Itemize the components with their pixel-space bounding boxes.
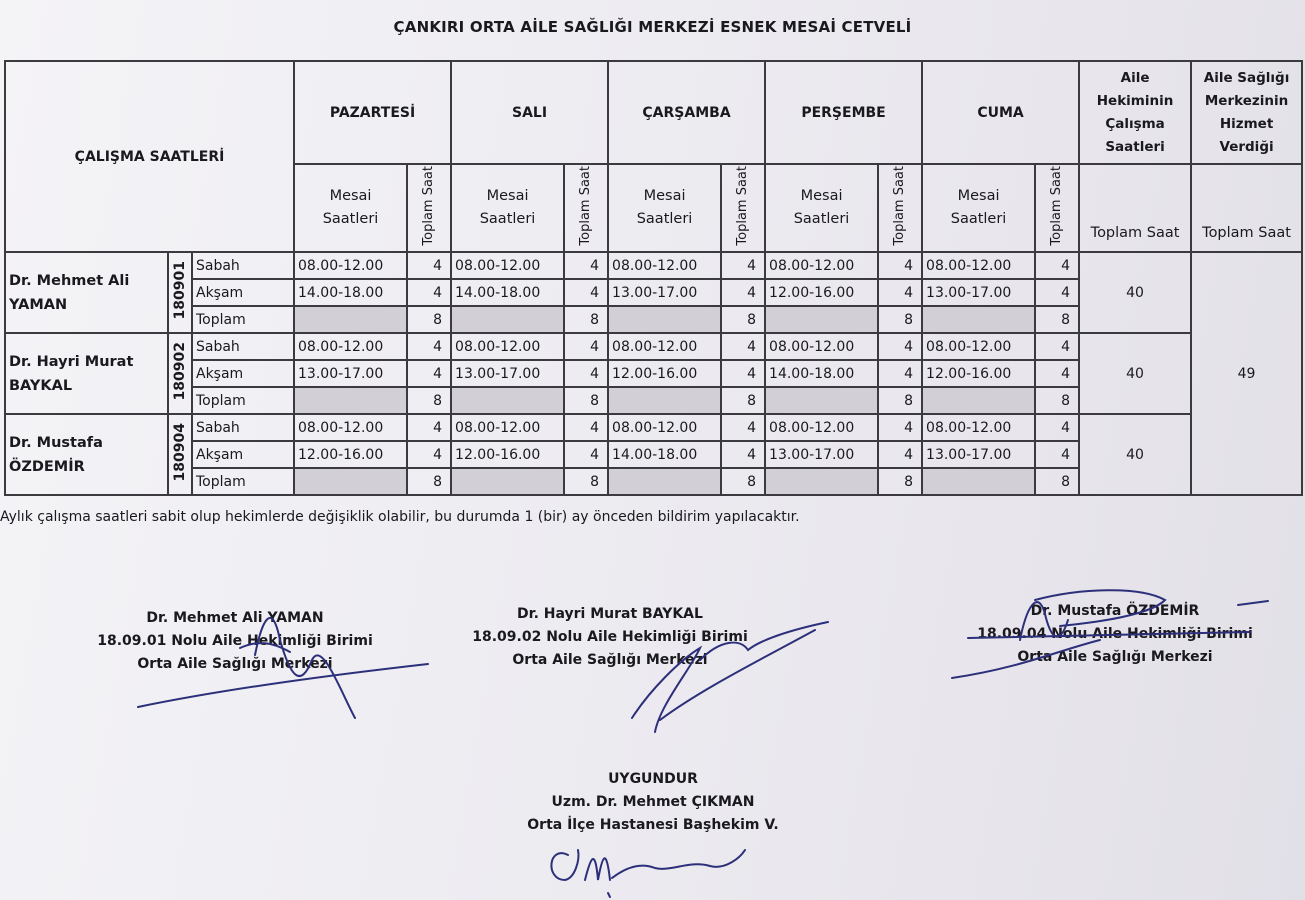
signer-center: Orta Aile Sağlığı Merkezi xyxy=(137,656,333,672)
shift-hour-count: 4 xyxy=(1035,252,1079,279)
shift-hours: 13.00-17.00 xyxy=(608,279,721,306)
shift-hours: 14.00-18.00 xyxy=(451,279,564,306)
physician-total-hours-header: Toplam Saat xyxy=(1079,164,1191,252)
unit-code: 180902 xyxy=(168,333,192,414)
shift-hour-count: 4 xyxy=(721,441,765,468)
document-title: ÇANKIRI ORTA AİLE SAĞLIĞI MERKEZİ ESNEK MESAİ CETVELİ xyxy=(393,18,912,36)
shift-hours: 08.00-12.00 xyxy=(922,414,1035,441)
shift-hours: 08.00-12.00 xyxy=(451,252,564,279)
shift-hour-count: 4 xyxy=(1035,279,1079,306)
signature-scrawl-yaman xyxy=(138,618,428,718)
doctor-name: Dr. Hayri Murat BAYKAL xyxy=(5,333,168,414)
shift-hours: 13.00-17.00 xyxy=(294,360,407,387)
mesai-hours-header: Mesai Saatleri xyxy=(922,164,1035,252)
shift-hours: 08.00-12.00 xyxy=(765,333,878,360)
row-label: Toplam xyxy=(192,306,294,333)
shift-hours: 14.00-18.00 xyxy=(608,441,721,468)
shift-hours: 08.00-12.00 xyxy=(294,252,407,279)
shift-hour-count: 4 xyxy=(564,279,608,306)
physician-hours-header: Aile Hekiminin Çalışma Saatleri xyxy=(1079,61,1191,164)
daily-total: 8 xyxy=(721,387,765,414)
shift-hour-count: 4 xyxy=(1035,333,1079,360)
shift-hour-count: 4 xyxy=(721,333,765,360)
row-label: Sabah xyxy=(192,414,294,441)
weekly-total-hours: 40 xyxy=(1079,333,1191,414)
shift-hours: 13.00-17.00 xyxy=(765,441,878,468)
shift-hour-count: 4 xyxy=(878,360,922,387)
daily-total: 8 xyxy=(407,387,451,414)
shift-hour-count: 4 xyxy=(721,360,765,387)
daily-total: 8 xyxy=(564,387,608,414)
signature-scrawl-ozdemir xyxy=(952,590,1268,678)
daily-total: 8 xyxy=(878,306,922,333)
center-total-hours: 49 xyxy=(1191,252,1302,495)
daily-total: 8 xyxy=(1035,387,1079,414)
total-hours-vertical-header: Toplam Saat xyxy=(1035,164,1079,252)
mesai-hours-header: Mesai Saatleri xyxy=(765,164,878,252)
shift-hours: 12.00-16.00 xyxy=(451,441,564,468)
daily-total: 8 xyxy=(878,387,922,414)
shift-hour-count: 4 xyxy=(564,252,608,279)
shift-hours: 08.00-12.00 xyxy=(608,252,721,279)
doctor-name: Dr. Mehmet Ali YAMAN xyxy=(5,252,168,333)
shift-hour-count: 4 xyxy=(1035,441,1079,468)
center-service-header: Aile Sağlığı Merkezinin Hizmet Verdiği xyxy=(1191,61,1302,164)
weekly-total-hours: 40 xyxy=(1079,414,1191,495)
total-hours-vertical-header: Toplam Saat xyxy=(564,164,608,252)
unit-code: 180904 xyxy=(168,414,192,495)
signature-scrawl-cikman xyxy=(551,850,745,897)
shift-hours: 08.00-12.00 xyxy=(922,333,1035,360)
signer-center: Orta Aile Sağlığı Merkezi xyxy=(512,652,708,668)
shift-hours: 08.00-12.00 xyxy=(608,414,721,441)
row-label: Sabah xyxy=(192,252,294,279)
daily-total: 8 xyxy=(878,468,922,495)
mesai-hours-header: Mesai Saatleri xyxy=(608,164,721,252)
day-header-thursday: PERŞEMBE xyxy=(765,61,922,164)
daily-total: 8 xyxy=(407,468,451,495)
signer-name: Dr. Mehmet Ali YAMAN xyxy=(146,610,324,626)
signer-name: Dr. Mustafa ÖZDEMİR xyxy=(1030,603,1200,619)
shift-hours: 12.00-16.00 xyxy=(608,360,721,387)
daily-total: 8 xyxy=(1035,468,1079,495)
shift-hour-count: 4 xyxy=(407,333,451,360)
shift-hour-count: 4 xyxy=(878,414,922,441)
shift-hour-count: 4 xyxy=(721,414,765,441)
signature-scrawl-baykal xyxy=(632,622,828,732)
shift-hour-count: 4 xyxy=(878,252,922,279)
shift-hour-count: 4 xyxy=(407,279,451,306)
shift-hour-count: 4 xyxy=(1035,414,1079,441)
daily-total: 8 xyxy=(721,468,765,495)
daily-total: 8 xyxy=(407,306,451,333)
signer-center: Orta Aile Sağlığı Merkezi xyxy=(1017,649,1213,665)
approval-label: UYGUNDUR xyxy=(608,771,698,787)
shift-hours: 08.00-12.00 xyxy=(765,252,878,279)
daily-total: 8 xyxy=(564,468,608,495)
approval-name: Uzm. Dr. Mehmet ÇIKMAN xyxy=(551,794,755,810)
daily-total: 8 xyxy=(564,306,608,333)
shift-hours: 14.00-18.00 xyxy=(294,279,407,306)
shift-hours: 13.00-17.00 xyxy=(922,279,1035,306)
daily-total: 8 xyxy=(721,306,765,333)
shift-hour-count: 4 xyxy=(407,441,451,468)
shift-hour-count: 4 xyxy=(407,360,451,387)
shift-hours: 08.00-12.00 xyxy=(294,414,407,441)
row-label: Toplam xyxy=(192,468,294,495)
shift-hours: 13.00-17.00 xyxy=(451,360,564,387)
shift-hours: 08.00-12.00 xyxy=(765,414,878,441)
shift-hours: 12.00-16.00 xyxy=(294,441,407,468)
total-hours-vertical-header: Toplam Saat xyxy=(878,164,922,252)
row-label: Akşam xyxy=(192,279,294,306)
shift-hour-count: 4 xyxy=(878,441,922,468)
row-label: Akşam xyxy=(192,441,294,468)
working-hours-header: ÇALIŞMA SAATLERİ xyxy=(5,61,294,252)
shift-hour-count: 4 xyxy=(564,441,608,468)
shift-hour-count: 4 xyxy=(564,333,608,360)
shift-hour-count: 4 xyxy=(721,279,765,306)
shift-hour-count: 4 xyxy=(564,360,608,387)
shift-hours: 12.00-16.00 xyxy=(765,279,878,306)
approval-title: Orta İlçe Hastanesi Başhekim V. xyxy=(527,817,779,833)
mesai-hours-header: Mesai Saatleri xyxy=(451,164,564,252)
shift-hour-count: 4 xyxy=(407,414,451,441)
signer-name: Dr. Hayri Murat BAYKAL xyxy=(517,606,703,622)
mesai-hours-header: Mesai Saatleri xyxy=(294,164,407,252)
shift-hours: 08.00-12.00 xyxy=(451,414,564,441)
weekly-total-hours: 40 xyxy=(1079,252,1191,333)
day-header-tuesday: SALI xyxy=(451,61,608,164)
row-label: Sabah xyxy=(192,333,294,360)
shift-hours: 08.00-12.00 xyxy=(451,333,564,360)
shift-hours: 08.00-12.00 xyxy=(608,333,721,360)
day-header-wednesday: ÇARŞAMBA xyxy=(608,61,765,164)
center-total-hours-header: Toplam Saat xyxy=(1191,164,1302,252)
day-header-monday: PAZARTESİ xyxy=(294,61,451,164)
total-hours-vertical-header: Toplam Saat xyxy=(721,164,765,252)
shift-hour-count: 4 xyxy=(878,333,922,360)
signer-unit: 18.09.01 Nolu Aile Hekimliği Birimi xyxy=(97,633,373,649)
daily-total: 8 xyxy=(1035,306,1079,333)
day-header-friday: CUMA xyxy=(922,61,1079,164)
shift-hour-count: 4 xyxy=(564,414,608,441)
doctor-name: Dr. Mustafa ÖZDEMİR xyxy=(5,414,168,495)
shift-hours: 12.00-16.00 xyxy=(922,360,1035,387)
row-label: Akşam xyxy=(192,360,294,387)
signer-unit: 18.09.02 Nolu Aile Hekimliği Birimi xyxy=(472,629,748,645)
shift-hour-count: 4 xyxy=(721,252,765,279)
shift-hours: 08.00-12.00 xyxy=(922,252,1035,279)
row-label: Toplam xyxy=(192,387,294,414)
shift-hours: 08.00-12.00 xyxy=(294,333,407,360)
shift-hour-count: 4 xyxy=(878,279,922,306)
signer-unit: 18.09.04 Nolu Aile Hekimliği Birimi xyxy=(977,626,1253,642)
unit-code: 180901 xyxy=(168,252,192,333)
total-hours-vertical-header: Toplam Saat xyxy=(407,164,451,252)
shift-hours: 14.00-18.00 xyxy=(765,360,878,387)
footnote: Aylık çalışma saatleri sabit olup hekimlerde değişiklik olabilir, bu durumda 1 (bir) ay önceden bildirim yapılacaktır. xyxy=(0,509,800,525)
shift-hour-count: 4 xyxy=(1035,360,1079,387)
shift-hour-count: 4 xyxy=(407,252,451,279)
shift-hours: 13.00-17.00 xyxy=(922,441,1035,468)
